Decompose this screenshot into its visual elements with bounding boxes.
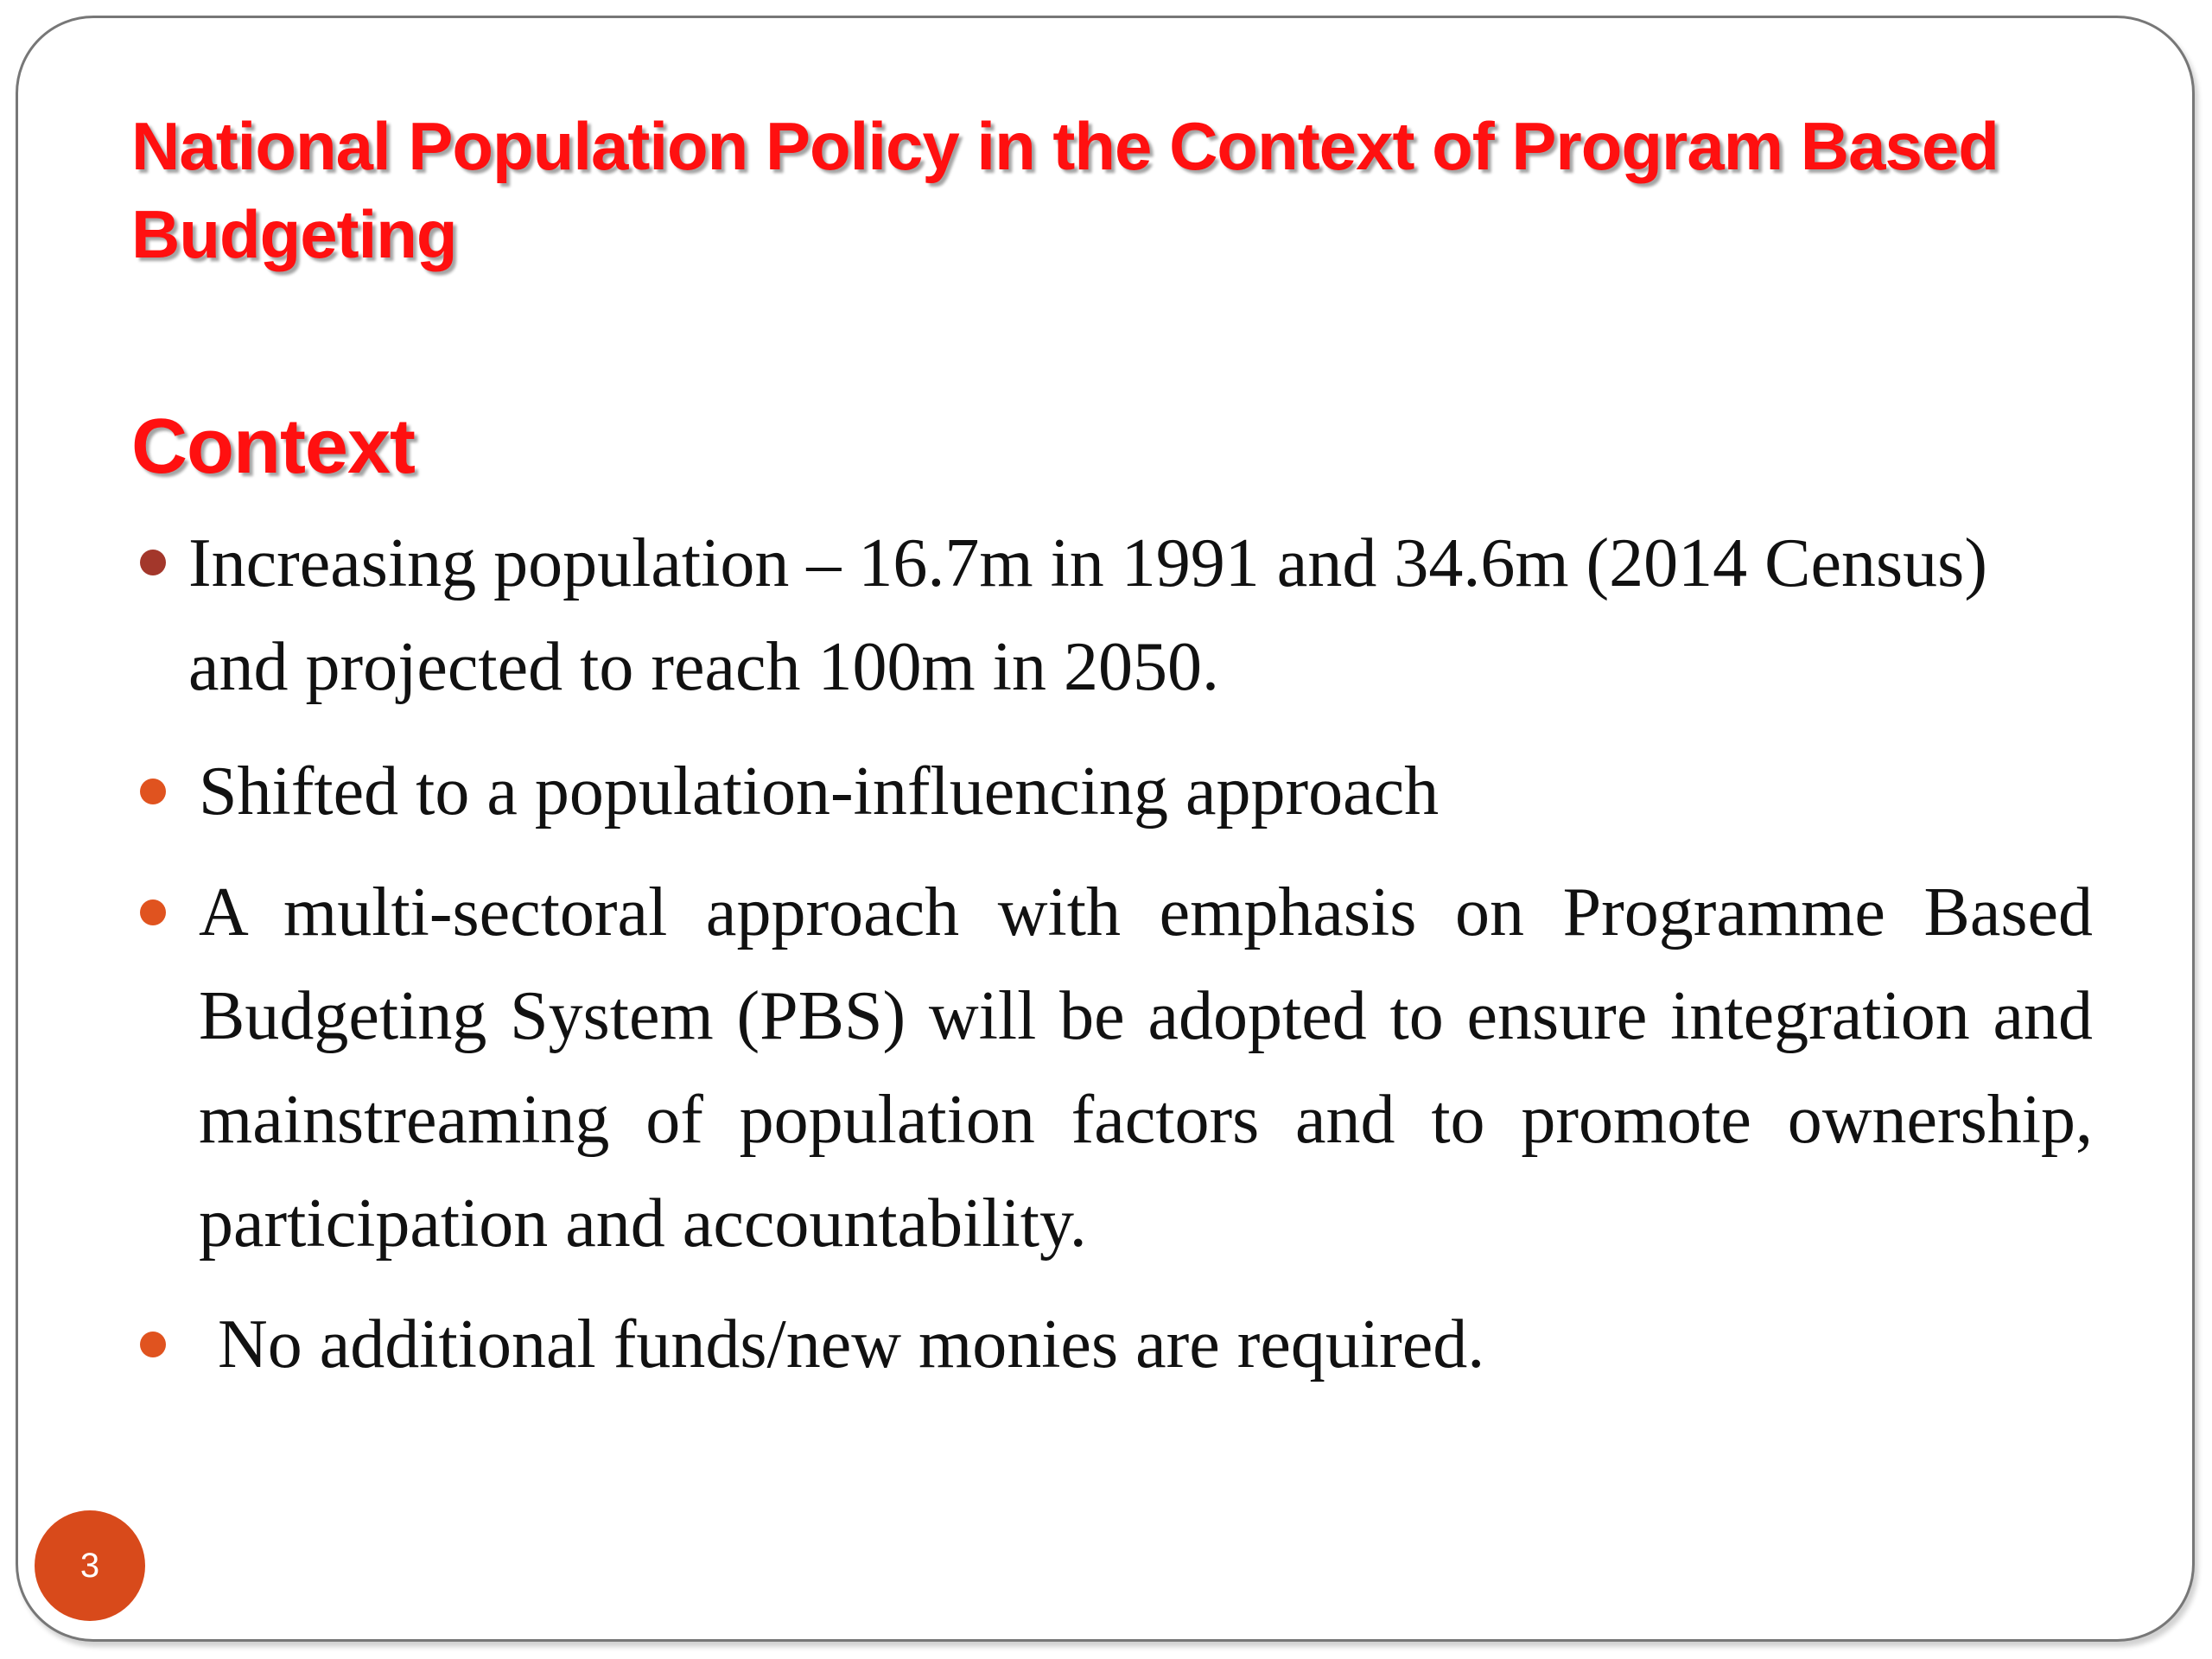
bullet-text: Increasing population – 16.7m in 1991 and 34.6m (2014 Census) and projected to reach 100m in 2050.: [188, 525, 1987, 705]
list-item: [130, 740, 2093, 843]
page-number-badge: 3: [35, 1510, 145, 1621]
bullet-text: No additional funds/new monies are required.: [218, 1306, 1485, 1382]
list-item: [130, 512, 2093, 719]
list-item: [130, 861, 2093, 1275]
bullet-dot-icon: [140, 899, 166, 925]
bullet-dot-icon: [140, 779, 166, 804]
bullet-dot-icon: [140, 1332, 166, 1357]
section-heading: Context: [131, 404, 415, 490]
bullet-dot-icon: [140, 550, 166, 575]
bullet-text: A multi-sectoral approach with emphasis on Programme Based Budgeting System (PBS) will be adopted to ensure integration and mainstreaming of population factors and to promote ownership, participation and accountability.: [199, 874, 2093, 1262]
list-item: [130, 1293, 2093, 1396]
bullet-list: [130, 512, 2093, 1396]
slide-title: National Population Policy in the Context of Program Based Budgeting: [131, 108, 1999, 272]
bullet-text: Shifted to a population-influencing approach: [199, 753, 1440, 830]
